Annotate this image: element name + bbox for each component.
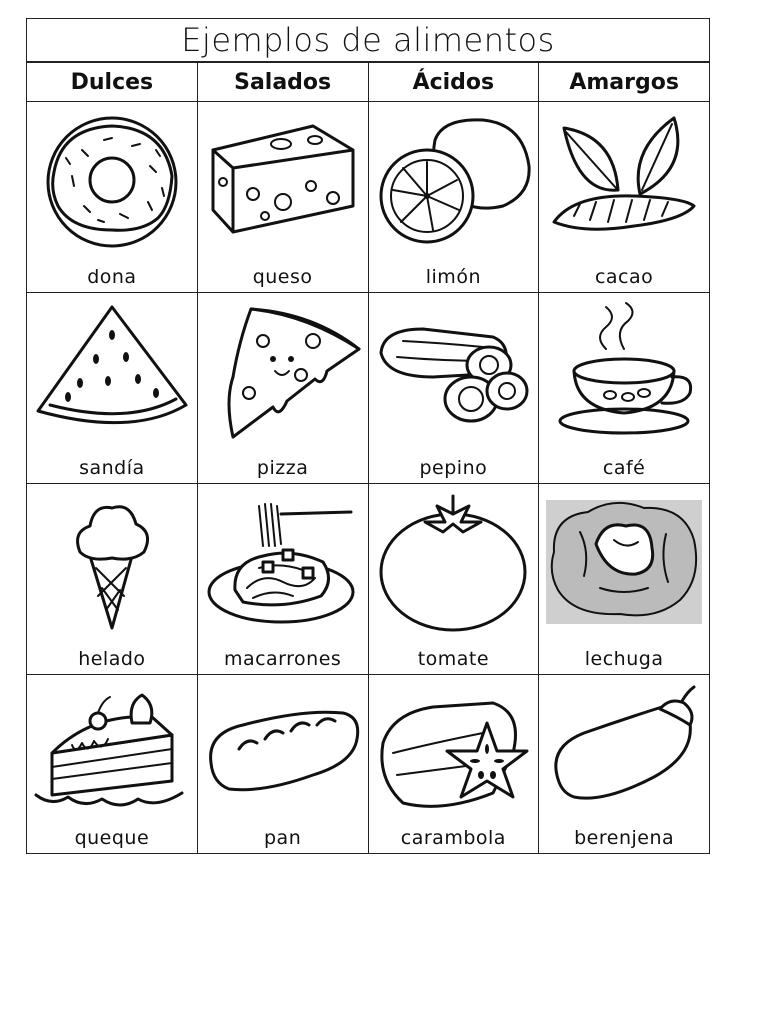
- star-fruit-icon: [373, 683, 533, 823]
- food-cell: [197, 102, 368, 293]
- food-label: dona: [87, 266, 137, 288]
- tomato-icon: [373, 492, 533, 632]
- worksheet: [26, 18, 710, 854]
- lemon-icon: [373, 110, 533, 250]
- food-cell: [368, 102, 539, 293]
- food-cell: [539, 484, 710, 675]
- table-row: [27, 293, 710, 484]
- food-cell: [368, 293, 539, 484]
- food-label: queso: [252, 266, 313, 288]
- column-header-salados: Salados: [197, 63, 368, 102]
- food-label: helado: [78, 648, 146, 670]
- table-row: [27, 102, 710, 293]
- food-label: carambola: [400, 827, 506, 849]
- table-row: [27, 675, 710, 854]
- food-label: pan: [264, 827, 302, 849]
- page-title: Ejemplos de alimentos: [26, 18, 710, 62]
- food-cell: [539, 675, 710, 854]
- food-cell: [27, 675, 198, 854]
- food-cell: [27, 102, 198, 293]
- food-cell: [197, 293, 368, 484]
- ice-cream-icon: [32, 492, 192, 632]
- food-cell: [539, 293, 710, 484]
- header-row: [27, 63, 710, 102]
- food-table: [26, 62, 710, 854]
- food-label: tomate: [417, 648, 490, 670]
- eggplant-icon: [544, 683, 704, 823]
- food-cell: [368, 484, 539, 675]
- food-label: macarrones: [223, 648, 342, 670]
- cucumber-icon: [373, 301, 533, 441]
- food-label: queque: [74, 827, 150, 849]
- pizza-icon: [203, 301, 363, 441]
- cake-icon: [32, 683, 192, 823]
- food-label: café: [602, 457, 646, 479]
- column-header-dulces: Dulces: [27, 63, 198, 102]
- coffee-cup-icon: [544, 301, 704, 441]
- donut-icon: [32, 110, 192, 250]
- food-cell: [539, 102, 710, 293]
- food-label: pizza: [256, 457, 309, 479]
- food-label: lechuga: [584, 648, 664, 670]
- food-cell: [368, 675, 539, 854]
- spaghetti-icon: [203, 492, 363, 632]
- food-label: sandía: [79, 457, 145, 479]
- food-cell: [197, 675, 368, 854]
- cacao-icon: [544, 110, 704, 250]
- food-label: pepino: [419, 457, 488, 479]
- food-label: cacao: [594, 266, 654, 288]
- food-label: berenjena: [574, 827, 675, 849]
- bread-icon: [203, 683, 363, 823]
- food-cell: [197, 484, 368, 675]
- cheese-icon: [203, 110, 363, 250]
- food-label: limón: [425, 266, 481, 288]
- food-cell: [27, 293, 198, 484]
- watermelon-icon: [32, 301, 192, 441]
- column-header-amargos: Amargos: [539, 63, 710, 102]
- table-row: [27, 484, 710, 675]
- food-cell: [27, 484, 198, 675]
- lettuce-icon: [544, 492, 704, 632]
- column-header-acidos: Ácidos: [368, 63, 539, 102]
